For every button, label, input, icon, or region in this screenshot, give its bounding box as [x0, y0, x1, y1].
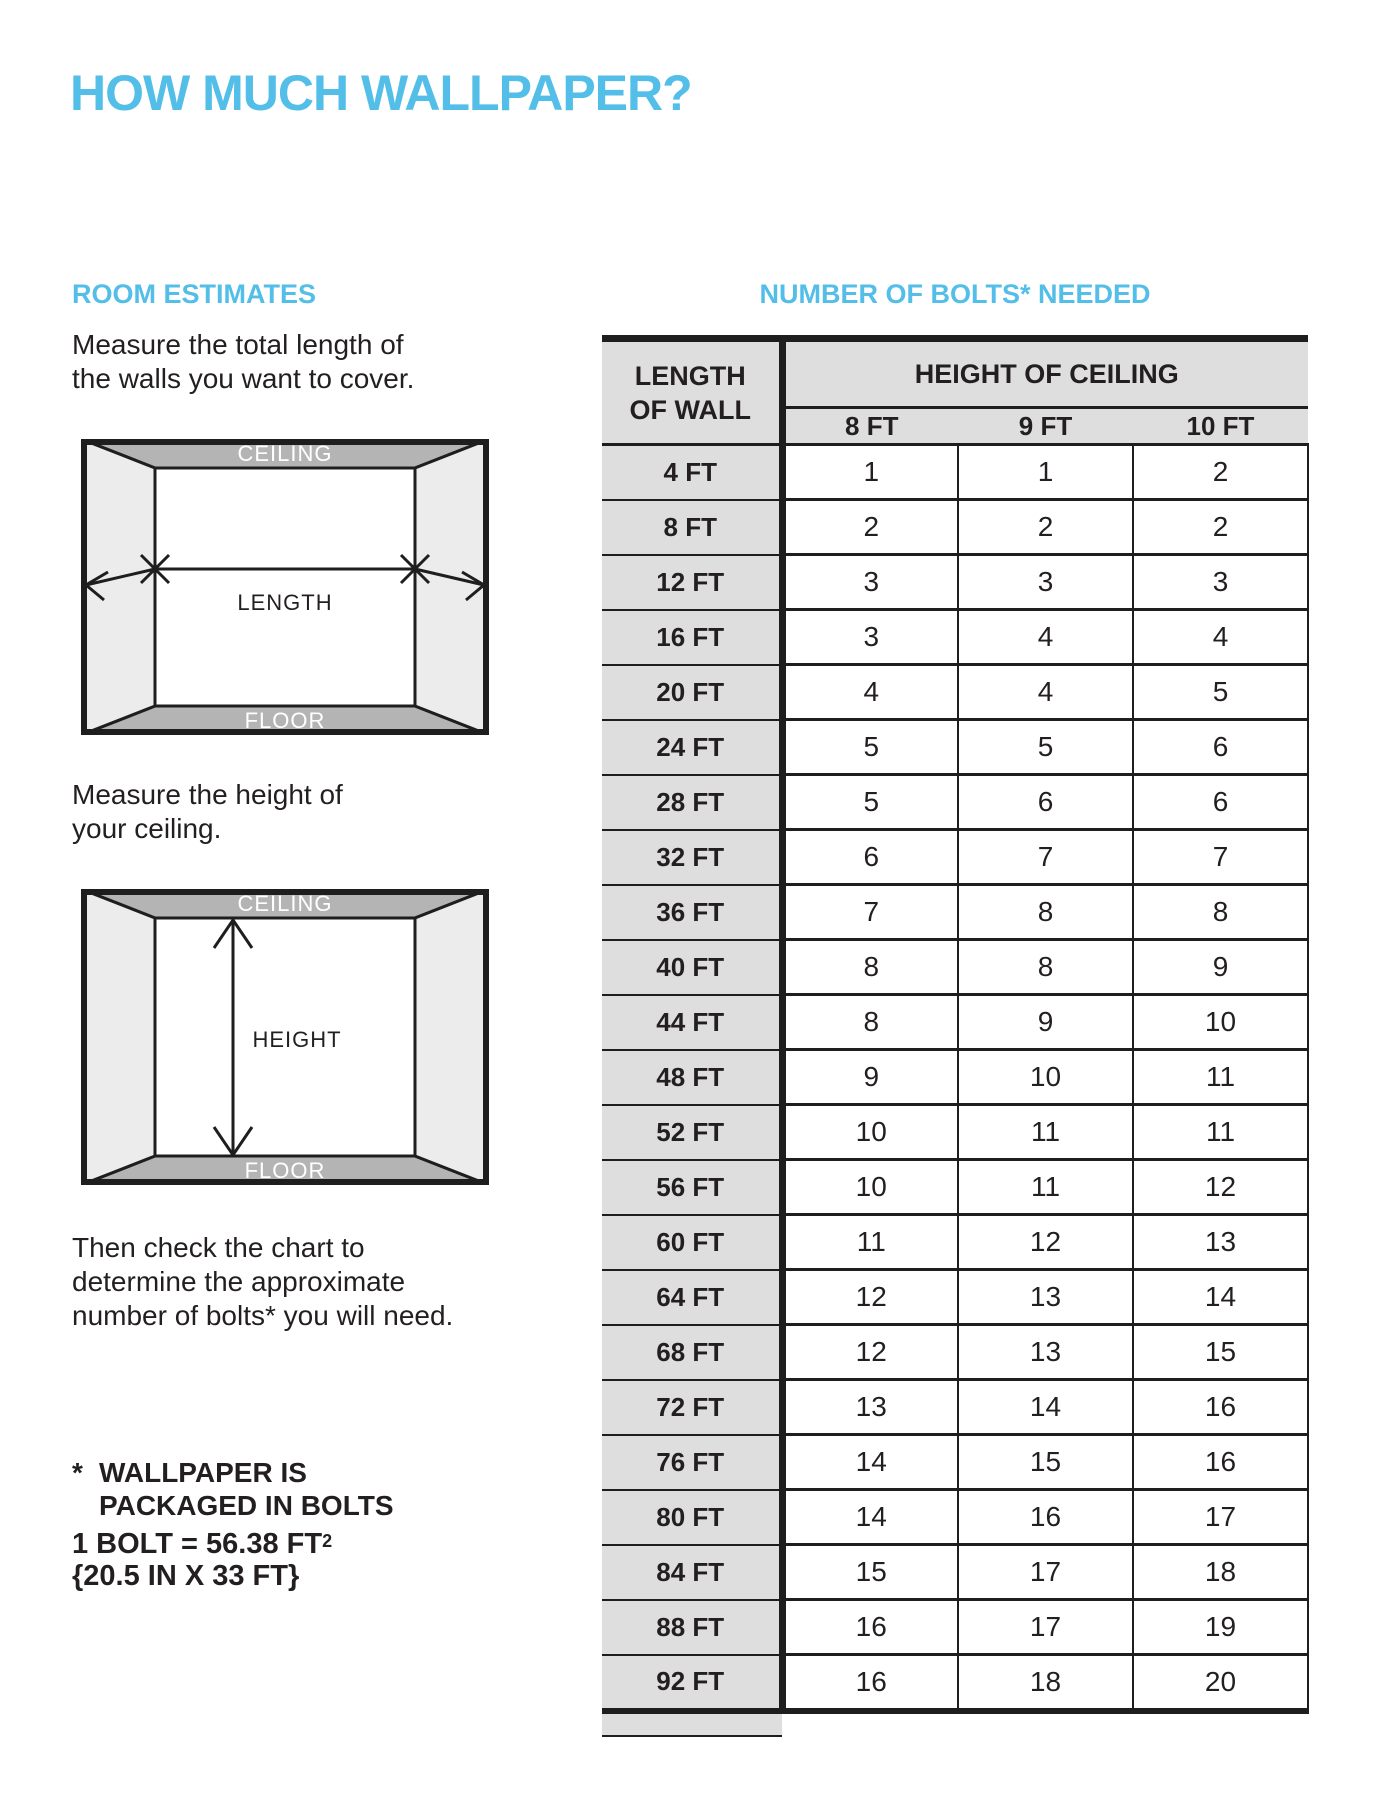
bolt-count-cell: 20 — [1133, 1655, 1308, 1712]
table-footer-stub — [602, 1714, 782, 1737]
bolt-count-cell: 4 — [782, 665, 958, 720]
bolt-count-cell: 5 — [958, 720, 1133, 775]
bolt-count-cell: 3 — [782, 555, 958, 610]
footnote-line: PACKAGED IN BOLTS — [99, 1490, 394, 1521]
row-label-8-ft: 8 FT — [602, 500, 782, 555]
bolt-count-cell: 8 — [782, 940, 958, 995]
bolt-count-cell: 16 — [782, 1600, 958, 1655]
row-label-20-ft: 20 FT — [602, 665, 782, 720]
table-row — [602, 720, 1308, 775]
bolt-count-cell: 10 — [958, 1050, 1133, 1105]
row-label-52-ft: 52 FT — [602, 1105, 782, 1160]
bolt-count-cell: 9 — [782, 1050, 958, 1105]
bolt-count-cell: 12 — [782, 1325, 958, 1380]
row-label-56-ft: 56 FT — [602, 1160, 782, 1215]
bolt-count-cell: 2 — [958, 500, 1133, 555]
bolt-count-cell: 5 — [782, 720, 958, 775]
row-label-64-ft: 64 FT — [602, 1270, 782, 1325]
bolt-count-cell: 2 — [1133, 500, 1308, 555]
bolt-count-cell: 6 — [1133, 775, 1308, 830]
bolts-table — [602, 335, 1309, 1714]
bolt-count-cell: 13 — [958, 1270, 1133, 1325]
left-wall-surface — [81, 889, 155, 1185]
table-row — [602, 1655, 1308, 1712]
bolt-count-cell: 13 — [1133, 1215, 1308, 1270]
bolt-count-cell: 16 — [958, 1490, 1133, 1545]
floor-label: FLOOR — [244, 1158, 326, 1183]
bolt-count-cell: 18 — [1133, 1545, 1308, 1600]
bolt-count-cell: 14 — [958, 1380, 1133, 1435]
instruction-line: Measure the height of — [72, 779, 343, 810]
bolt-count-cell: 9 — [1133, 940, 1308, 995]
bolt-count-cell: 14 — [782, 1435, 958, 1490]
bolt-count-cell: 6 — [958, 775, 1133, 830]
table-row — [602, 665, 1308, 720]
left-wall-surface — [81, 439, 155, 735]
instruction-measure-length — [72, 328, 414, 396]
instruction-line: determine the approximate — [72, 1266, 406, 1297]
bolt-count-cell: 11 — [1133, 1105, 1308, 1160]
bolt-count-cell: 3 — [782, 610, 958, 665]
bolt-count-cell: 5 — [782, 775, 958, 830]
bolts-needed-heading: NUMBER OF BOLTS* NEEDED — [759, 279, 1151, 309]
bolt-count-cell: 16 — [1133, 1380, 1308, 1435]
footnote-line: WALLPAPER IS — [99, 1457, 307, 1488]
bolt-count-cell: 12 — [782, 1270, 958, 1325]
bolt-count-cell: 9 — [958, 995, 1133, 1050]
back-wall-surface — [155, 468, 415, 706]
table-row — [602, 1050, 1308, 1105]
table-row — [602, 830, 1308, 885]
bolt-count-cell: 11 — [958, 1160, 1133, 1215]
bolt-count-cell: 13 — [958, 1325, 1133, 1380]
bolt-count-cell: 11 — [958, 1105, 1133, 1160]
bolt-count-cell: 15 — [1133, 1325, 1308, 1380]
bolt-count-cell: 5 — [1133, 665, 1308, 720]
table-row — [602, 1270, 1308, 1325]
bolt-count-cell: 17 — [958, 1545, 1133, 1600]
bolts-table-section — [602, 335, 1308, 1737]
table-row — [602, 1490, 1308, 1545]
bolt-count-cell: 12 — [958, 1215, 1133, 1270]
bolt-count-cell: 4 — [958, 665, 1133, 720]
bolt-table-body — [602, 445, 1308, 1712]
ceiling-label: CEILING — [237, 891, 333, 916]
row-label-4-ft: 4 FT — [602, 445, 782, 500]
row-label-48-ft: 48 FT — [602, 1050, 782, 1105]
table-row — [602, 995, 1308, 1050]
bolt-count-cell: 14 — [1133, 1270, 1308, 1325]
row-label-80-ft: 80 FT — [602, 1490, 782, 1545]
bolt-count-cell: 15 — [782, 1545, 958, 1600]
bolt-count-cell: 8 — [958, 885, 1133, 940]
row-label-12-ft: 12 FT — [602, 555, 782, 610]
instruction-line: the walls you want to cover. — [72, 363, 415, 394]
height-label: HEIGHT — [252, 1027, 342, 1052]
row-label-92-ft: 92 FT — [602, 1655, 782, 1712]
table-row — [602, 1215, 1308, 1270]
row-label-40-ft: 40 FT — [602, 940, 782, 995]
bolt-count-cell: 4 — [958, 610, 1133, 665]
col-header-10ft: 10 FT — [1133, 408, 1308, 445]
instruction-line: Then check the chart to — [72, 1232, 365, 1263]
bolt-count-cell: 4 — [1133, 610, 1308, 665]
bolt-size-info — [72, 1525, 332, 1592]
row-label-32-ft: 32 FT — [602, 830, 782, 885]
instruction-check-chart — [72, 1231, 453, 1333]
ceiling-label: CEILING — [237, 441, 333, 466]
bolt-count-cell: 1 — [782, 445, 958, 500]
bolt-count-cell: 8 — [782, 995, 958, 1050]
corner-header-line: LENGTH — [634, 360, 746, 391]
bolt-count-cell: 3 — [1133, 555, 1308, 610]
bolt-count-cell: 6 — [1133, 720, 1308, 775]
table-row — [602, 1325, 1308, 1380]
height-of-ceiling-header: HEIGHT OF CEILING — [782, 339, 1308, 408]
bolt-superscript: 2 — [322, 1531, 333, 1551]
bolt-count-cell: 7 — [1133, 830, 1308, 885]
row-label-76-ft: 76 FT — [602, 1435, 782, 1490]
row-label-60-ft: 60 FT — [602, 1215, 782, 1270]
bolt-count-cell: 10 — [782, 1105, 958, 1160]
bolt-count-cell: 10 — [782, 1160, 958, 1215]
row-label-44-ft: 44 FT — [602, 995, 782, 1050]
bolt-count-cell: 17 — [1133, 1490, 1308, 1545]
row-label-24-ft: 24 FT — [602, 720, 782, 775]
bolt-count-cell: 16 — [1133, 1435, 1308, 1490]
bolt-count-cell: 2 — [782, 500, 958, 555]
row-label-84-ft: 84 FT — [602, 1545, 782, 1600]
length-label: LENGTH — [237, 590, 333, 615]
table-row — [602, 1600, 1308, 1655]
bolt-count-cell: 16 — [782, 1655, 958, 1712]
instruction-line: your ceiling. — [72, 813, 222, 844]
footnote-asterisk: * — [72, 1457, 83, 1488]
bolt-count-cell: 12 — [1133, 1160, 1308, 1215]
table-row — [602, 885, 1308, 940]
length-of-wall-header — [602, 339, 782, 445]
page-title: HOW MUCH WALLPAPER? — [70, 65, 692, 121]
bolts-footnote — [72, 1456, 394, 1522]
table-row — [602, 555, 1308, 610]
col-header-9ft: 9 FT — [958, 408, 1133, 445]
table-row — [602, 500, 1308, 555]
bolt-count-cell: 14 — [782, 1490, 958, 1545]
bolt-count-cell: 19 — [1133, 1600, 1308, 1655]
floor-label: FLOOR — [244, 708, 326, 733]
table-row — [602, 940, 1308, 995]
bolt-count-cell: 6 — [782, 830, 958, 885]
bolt-count-cell: 17 — [958, 1600, 1133, 1655]
bolt-dimensions: {20.5 IN X 33 FT} — [72, 1560, 300, 1592]
bolt-count-cell: 15 — [958, 1435, 1133, 1490]
table-row — [602, 1435, 1308, 1490]
right-wall-surface — [415, 889, 489, 1185]
bolt-count-cell: 11 — [1133, 1050, 1308, 1105]
bolt-count-cell: 1 — [958, 445, 1133, 500]
row-label-68-ft: 68 FT — [602, 1325, 782, 1380]
bolt-equation: 1 BOLT = 56.38 FT — [72, 1528, 323, 1560]
room-length-diagram — [81, 439, 489, 735]
row-label-72-ft: 72 FT — [602, 1380, 782, 1435]
corner-header-line: OF WALL — [629, 394, 751, 425]
instruction-measure-height — [72, 778, 343, 846]
bolt-count-cell: 10 — [1133, 995, 1308, 1050]
table-row — [602, 1380, 1308, 1435]
bolt-count-cell: 8 — [958, 940, 1133, 995]
instruction-line: Measure the total length of — [72, 329, 404, 360]
table-row — [602, 1105, 1308, 1160]
table-row — [602, 445, 1308, 500]
right-wall-surface — [415, 439, 489, 735]
bolt-count-cell: 13 — [782, 1380, 958, 1435]
table-row — [602, 1160, 1308, 1215]
instruction-line: number of bolts* you will need. — [72, 1300, 454, 1331]
row-label-88-ft: 88 FT — [602, 1600, 782, 1655]
col-header-8ft: 8 FT — [782, 408, 958, 445]
table-row — [602, 610, 1308, 665]
table-row — [602, 775, 1308, 830]
row-label-36-ft: 36 FT — [602, 885, 782, 940]
bolt-count-cell: 18 — [958, 1655, 1133, 1712]
row-label-28-ft: 28 FT — [602, 775, 782, 830]
bolt-count-cell: 7 — [958, 830, 1133, 885]
row-label-16-ft: 16 FT — [602, 610, 782, 665]
bolt-count-cell: 2 — [1133, 445, 1308, 500]
room-height-diagram — [81, 889, 489, 1185]
bolt-count-cell: 11 — [782, 1215, 958, 1270]
bolt-count-cell: 7 — [782, 885, 958, 940]
room-estimates-heading: ROOM ESTIMATES — [72, 279, 317, 309]
bolt-count-cell: 3 — [958, 555, 1133, 610]
bolt-count-cell: 8 — [1133, 885, 1308, 940]
table-row — [602, 1545, 1308, 1600]
